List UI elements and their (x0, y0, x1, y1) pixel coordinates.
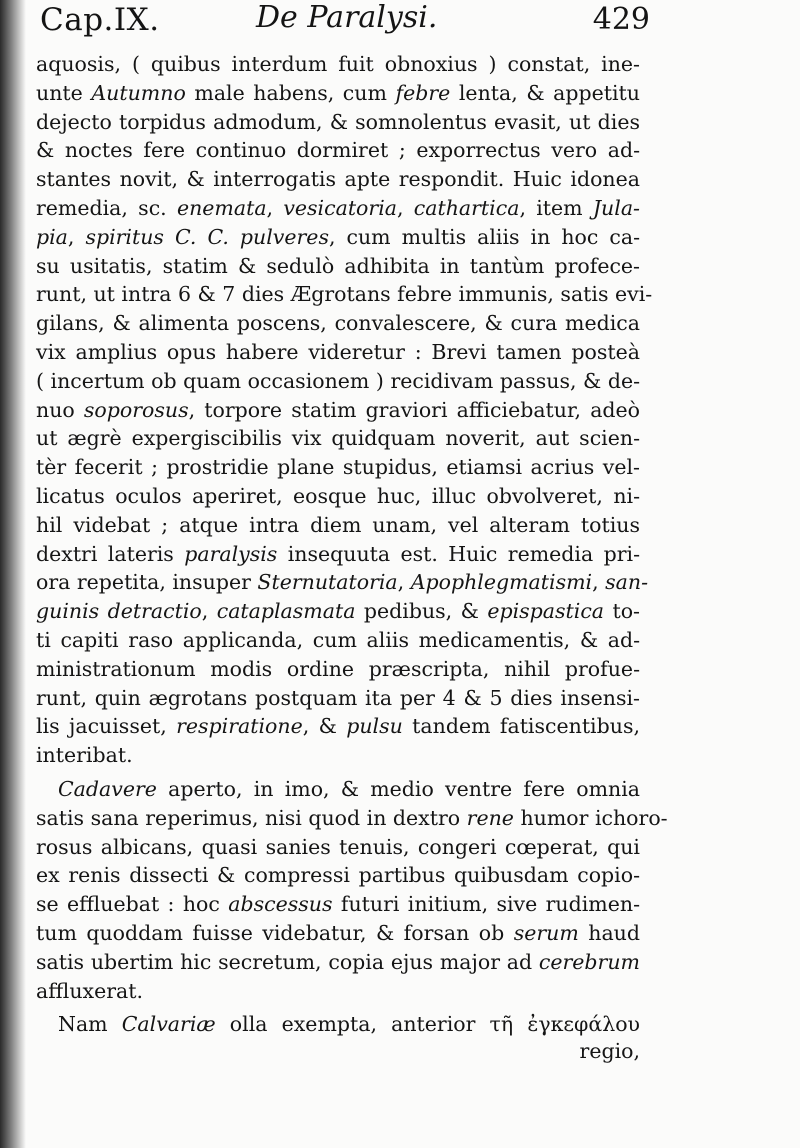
italic-run: epispastica (487, 599, 605, 624)
running-title: De Paralysi. (256, 0, 438, 35)
italic-run: cathartica (413, 195, 520, 220)
page-number: 429 (592, 2, 650, 37)
text-line (36, 338, 640, 367)
text-run: stantes novit, & interrogatis apte respondit. Huic idonea (36, 167, 640, 192)
text-line (36, 194, 640, 223)
text-run: dextri lateris (36, 541, 185, 566)
text-run: , (201, 599, 217, 624)
text-run: humor ichoro- (513, 805, 668, 830)
text-run: gilans, & alimenta poscens, convalescere, & cura medica (36, 311, 640, 336)
paragraph-autopsy (36, 775, 668, 1005)
text-run: aquosis, ( quibus interdum fuit obnoxius ) constat, ine- (36, 52, 640, 76)
text-line (36, 861, 640, 890)
text-run: Nam (58, 1012, 122, 1037)
text-line (36, 712, 640, 741)
text-line (36, 919, 640, 948)
italic-run: Cadavere (58, 776, 157, 801)
text-run: , (592, 570, 606, 595)
text-line (36, 165, 640, 194)
text-run: vix amplius opus habere videretur : Brevi tamen posteà (36, 339, 640, 364)
text-line (36, 367, 640, 396)
running-head (40, 0, 650, 46)
paragraph-skull (36, 1010, 640, 1039)
text-line (36, 655, 640, 684)
text-line (36, 568, 649, 597)
text-line (36, 309, 640, 338)
text-line (36, 977, 640, 1006)
text-run: remedia, sc. (36, 195, 177, 220)
text-line (36, 280, 653, 309)
text-run: rosus albicans, quasi sanies tenuis, congeri cœperat, qui (36, 834, 640, 859)
paragraph-case-history (36, 50, 653, 770)
text-run: satis sana reperimus, nisi quod in dextro (36, 805, 467, 830)
text-run: , (266, 195, 284, 220)
text-line (36, 223, 640, 252)
text-run: lis jacuisset, (36, 714, 177, 739)
text-run: , (396, 195, 414, 220)
text-run: tandem fatiscentibus, (402, 714, 640, 739)
text-run: runt, quin ægrotans postquam ita per 4 & 5 dies insensi- (36, 685, 640, 710)
italic-run: san- (605, 570, 649, 595)
text-run: ex renis dissecti & compressi partibus quibusdam copio- (36, 863, 640, 888)
text-run: interibat. (36, 743, 133, 768)
text-run: ora repetita, insuper (36, 570, 258, 595)
italic-run: soporosus (83, 397, 189, 422)
text-run: futuri initium, sive rudimen- (332, 892, 640, 917)
text-run: ministrationum modis ordine præscripta, nihil profue- (36, 656, 640, 681)
text-run: , & (302, 714, 347, 739)
text-run: dejecto torpidus admodum, & somnolentus evasit, ut dies (36, 109, 640, 134)
text-line (36, 597, 640, 626)
italic-run: pulsu (346, 714, 403, 739)
italic-run: abscessus (228, 892, 333, 917)
italic-run: spiritus C. C. pulveres (85, 224, 329, 249)
italic-run: respiratione (176, 714, 303, 739)
text-run: affluxerat. (36, 978, 144, 1003)
body-text (36, 50, 668, 1039)
text-run: ut ægrè expergiscibilis vix quidquam noverit, aut scien- (36, 426, 640, 451)
italic-run: Autumno (91, 80, 186, 105)
text-line (36, 79, 640, 108)
text-run: , cum multis aliis in hoc ca- (328, 224, 640, 249)
text-line (36, 252, 640, 281)
text-run: ti capiti raso applicanda, cum aliis medicamentis, & ad- (36, 627, 640, 652)
text-line (36, 108, 640, 137)
text-run: , (67, 224, 86, 249)
italic-run: paralysis (184, 541, 278, 566)
italic-run: febre (395, 80, 451, 105)
text-run: insequuta est. Huic remedia pri- (277, 541, 640, 566)
italic-run: Jula- (592, 195, 640, 220)
italic-run: pia (36, 224, 68, 249)
text-line (36, 775, 640, 804)
text-run: hil videbat ; atque intra diem unam, vel alteram totius (36, 512, 640, 537)
text-run: , torpore statim graviori afficiebatur, adeò (188, 397, 641, 422)
text-run: male habens, cum (185, 80, 396, 105)
italic-run: guinis detractio (36, 599, 202, 624)
italic-run: vesicatoria (283, 195, 397, 220)
text-line (36, 1010, 640, 1039)
text-run: olla exempta, anterior τῆ ἐγκεφάλου (215, 1012, 640, 1037)
text-run: ( incertum ob quam occasionem ) recidivam passus, & de- (36, 368, 640, 393)
text-run: lenta, & appetitu (450, 80, 640, 105)
text-line (36, 890, 640, 919)
italic-run: cataplasmata (216, 599, 356, 624)
text-line (36, 833, 640, 862)
text-line (36, 424, 640, 453)
text-run: se effluebat : hoc (36, 892, 229, 917)
text-line (36, 741, 640, 770)
italic-run: Sternutatoria (257, 570, 398, 595)
catchword: regio, (579, 1039, 640, 1063)
text-line (36, 136, 640, 165)
text-run: tum quoddam fuisse videbatur, & forsan ob (36, 920, 514, 945)
text-line (36, 684, 640, 713)
text-run: nuo (36, 397, 84, 422)
chapter-label: Cap.IX. (40, 2, 160, 38)
italic-run: serum (513, 920, 579, 945)
text-line (36, 804, 668, 833)
italic-run: cerebrum (538, 949, 640, 974)
italic-run: Calvariæ (121, 1012, 216, 1037)
italic-run: enemata (176, 195, 267, 220)
text-run: & noctes fere continuo dormiret ; exporrectus vero ad- (36, 138, 640, 163)
page-gutter-shadow (0, 0, 26, 1148)
text-run: su usitatis, statim & sedulò adhibita in tantùm profece- (36, 253, 640, 278)
text-line (36, 626, 640, 655)
text-line (36, 453, 640, 482)
text-run: to- (604, 599, 640, 624)
text-line (36, 396, 640, 425)
text-line (36, 948, 640, 977)
text-run: , item (519, 195, 593, 220)
text-run: runt, ut intra 6 & 7 dies Ægrotans febre immunis, satis evi- (36, 282, 653, 307)
text-line (36, 50, 640, 79)
text-run: tèr fecerit ; prostridie plane stupidus, etiamsi acrius vel- (36, 455, 640, 480)
text-run: licatus oculos aperiret, eosque huc, illuc obvolveret, ni- (36, 483, 640, 508)
text-line (36, 540, 640, 569)
text-run: satis ubertim hic secretum, copia ejus major ad (36, 949, 539, 974)
text-run: , (397, 570, 411, 595)
text-line (36, 482, 640, 511)
text-run: unte (36, 80, 92, 105)
text-run: haud (578, 920, 640, 945)
text-run: pedibus, & (355, 599, 488, 624)
text-run: aperto, in imo, & medio ventre fere omnia (156, 776, 640, 801)
italic-run: rene (466, 805, 514, 830)
text-line (36, 511, 640, 540)
italic-run: Apophlegmatismi (410, 570, 593, 595)
